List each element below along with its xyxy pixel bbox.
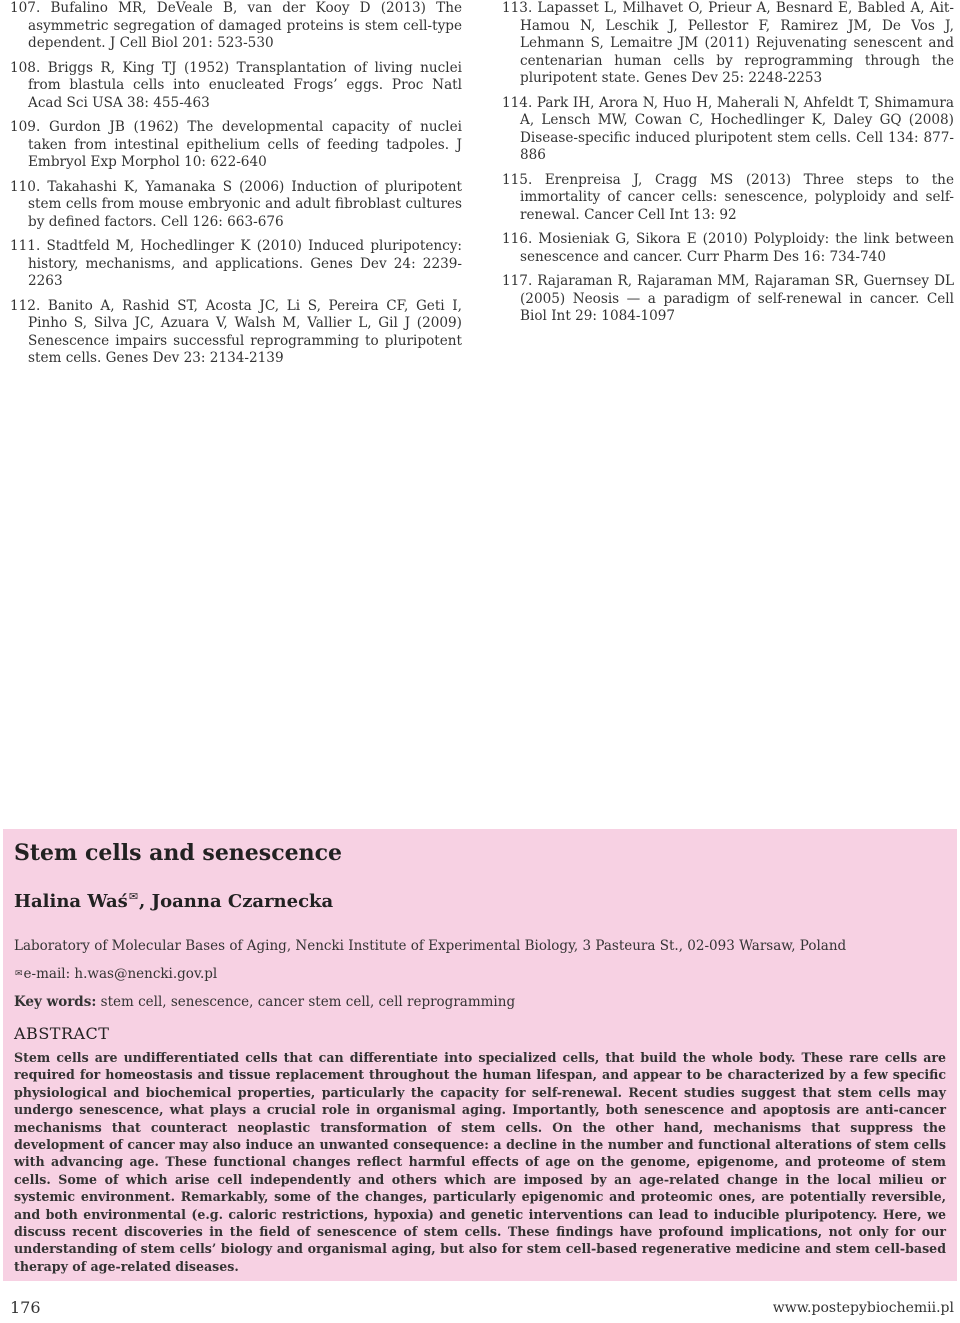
reference-110: 110. Takahashi K, Yamanaka S (2006) Induction of pluripotent stem cells from mouse embryonic and adult fibroblast cultures by defined factors. Cell 126: 663-676: [10, 178, 462, 230]
reference-109: 109. Gurdon JB (1962) The developmental capacity of nuclei taken from intestinal epithelium cells of feeding tadpoles. J Embryol Exp Morphol 10: 622-640: [10, 119, 462, 170]
references-left-column: [10, 0, 462, 375]
references-right-column: [502, 0, 954, 333]
envelope-icon: ✉: [15, 969, 23, 979]
page-number: 176: [10, 1298, 41, 1317]
keywords: [14, 992, 946, 1012]
reference-113: 113. Lapasset L, Milhavet O, Prieur A, Besnard E, Babled A, Ait-Hamou N, Leschik J, Pellestor F, Ramirez JM, De Vos J, Lehmann S, Lemaitre JM (2011) Rejuvenating senescent and centenarian human cells by reprogramming through the pluripotent state. Genes Dev 25: 2248-2253: [502, 0, 954, 86]
reference-117: 117. Rajaraman R, Rajaraman MM, Rajaraman SR, Guernsey DL (2005) Neosis — a paradigm of self-renewal in cancer. Cell Biol Int 29: 1084-1097: [502, 273, 954, 324]
author-list: [14, 885, 946, 914]
keywords-label: Key words:: [14, 994, 97, 1010]
keywords-list: stem cell, senescence, cancer stem cell, cell reprogramming: [96, 994, 516, 1010]
abstract-text: Stem cells are undifferentiated cells that can differentiate into specialized cells, that build the whole body. These rare cells are required for homeostasis and tissue replacement throughout the human lifespan, and appear to be characterized by a few specific physiological and biochemical properties, particularly the capacity for self-renewal. Recent studies suggest that stem cells may undergo senescence, what plays a crucial role in organismal aging. Importantly, both senescence and apoptosis are anti-cancer mechanisms that counteract neoplastic transformation of stem cells. On the other hand, mechanisms that suppress the development of cancer may also induce an unwanted consequence: a decline in the number and functional alterations of stem cells with advancing age. These functional changes reflect harmful effects of age on the genome, epigenome, and proteome of stem cells. Some of which arise cell independently and others which are imposed by an age-related change in the local milieu or systemic environment. Remarkably, some of the changes, particularly epigenomic and proteomic ones, are potentially reversible, and both environmental (e.g. caloric restrictions, hypoxia) and genetic interventions can lead to inducible pluripotency. Here, we discuss recent discoveries in the field of senescence of stem cells. These findings have profound implications, not only for our understanding of stem cells’ biology and organismal aging, but also for stem cell-based regenerative medicine and stem cell-based therapy of age-related diseases.: [14, 1050, 946, 1274]
article-header-box: [3, 829, 957, 1281]
reference-114: 114. Park IH, Arora N, Huo H, Maherali N, Ahfeldt T, Shimamura A, Lensch MW, Cowan C, Hochedlinger K, Daley GQ (2008) Disease-specific induced pluripotent stem cells. Cell 134: 877-886: [502, 94, 954, 163]
reference-111: 111. Stadtfeld M, Hochedlinger K (2010) Induced pluripotency: history, mechanisms, and applications. Genes Dev 24: 2239-2263: [10, 238, 462, 289]
author-was: Halina Waś: [14, 891, 128, 912]
reference-115: 115. Erenpreisa J, Cragg MS (2013) Three steps to the immortality of cancer cells: senescence, polyploidy and self-renewal. Cancer Cell Int 13: 92: [502, 171, 954, 223]
reference-116: 116. Mosieniak G, Sikora E (2010) Polyploidy: the link between senescence and cancer. Curr Pharm Des 16: 734-740: [502, 231, 954, 265]
reference-112: 112. Banito A, Rashid ST, Acosta JC, Li S, Pereira CF, Geti I, Pinho S, Silva JC, Azuara V, Walsh M, Vallier L, Gil J (2009) Senescence impairs successful reprogramming to pluripotent stem cells. Genes Dev 23: 2134-2139: [10, 297, 462, 366]
affiliation: Laboratory of Molecular Bases of Aging, Nencki Institute of Experimental Biology, 3 Pasteura St., 02-093 Warsaw, Poland: [14, 938, 847, 954]
journal-website: www.postepybiochemii.pl: [772, 1300, 954, 1316]
reference-108: 108. Briggs R, King TJ (1952) Transplantation of living nuclei from blastula cells into enucleated Frogs’ eggs. Proc Natl Acad Sci USA 38: 455-463: [10, 59, 462, 111]
email-address: e-mail: h.was@nencki.gov.pl: [23, 966, 218, 982]
reference-107: 107. Bufalino MR, DeVeale B, van der Kooy D (2013) The asymmetric segregation of damaged proteins is stem cell-type dependent. J Cell Biol 201: 523-530: [10, 0, 462, 51]
article-title: Stem cells and senescence: [14, 840, 342, 866]
envelope-icon: ✉: [128, 890, 139, 903]
author-separator: ,: [139, 891, 152, 912]
abstract-heading: ABSTRACT: [14, 1024, 110, 1043]
email-line: [14, 964, 946, 984]
author-czarnecka: Joanna Czarnecka: [151, 891, 334, 912]
